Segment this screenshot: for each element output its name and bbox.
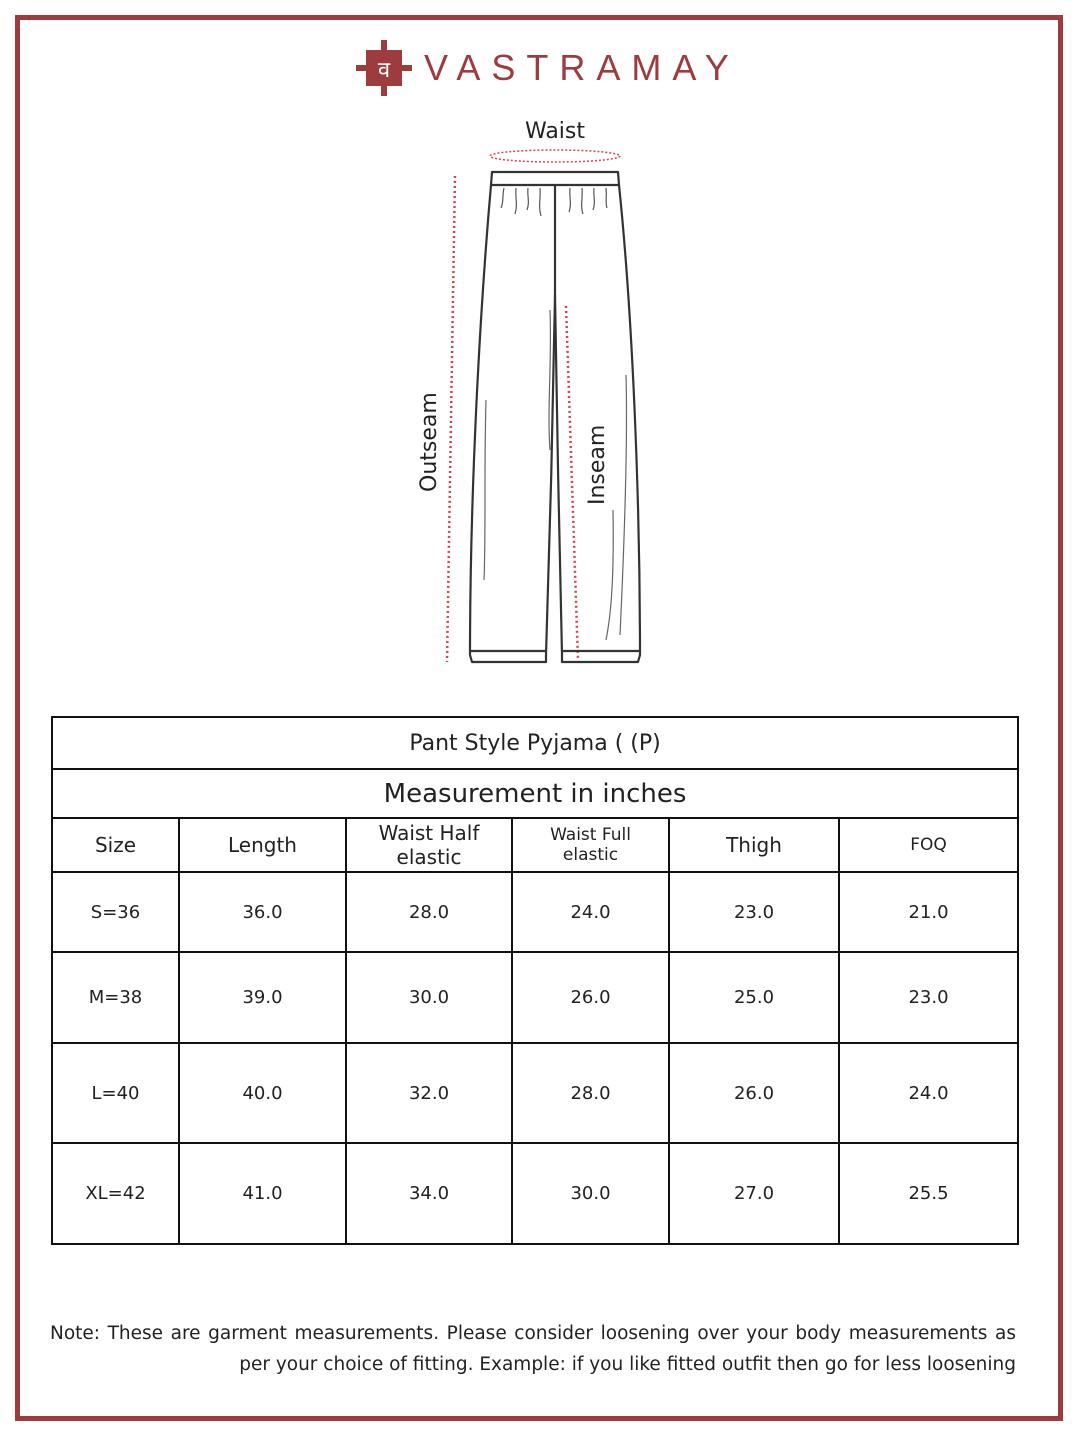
column-header-foq: FOQ — [839, 818, 1018, 872]
size-chart-table — [51, 716, 1019, 1245]
inseam-label: Inseam — [585, 424, 610, 505]
inseam-measure-line — [566, 306, 578, 660]
table-cell: 28.0 — [512, 1043, 669, 1143]
pant-illustration — [400, 110, 680, 690]
column-header-thigh: Thigh — [669, 818, 839, 872]
table-cell: 21.0 — [839, 872, 1018, 952]
table-cell: XL=42 — [52, 1143, 179, 1244]
table-cell: 24.0 — [839, 1043, 1018, 1143]
table-cell: 26.0 — [512, 952, 669, 1043]
column-header-waist-full — [512, 818, 669, 872]
pant-diagram — [400, 110, 680, 690]
table-row — [52, 1043, 1018, 1143]
table-cell: 23.0 — [669, 872, 839, 952]
table-cell: 24.0 — [512, 872, 669, 952]
column-header-length: Length — [179, 818, 346, 872]
table-cell: 39.0 — [179, 952, 346, 1043]
table-cell: 26.0 — [669, 1043, 839, 1143]
waist-label: Waist — [524, 119, 586, 144]
vastramay-logo-icon — [356, 40, 412, 96]
column-header-waist-half — [346, 818, 512, 872]
table-cell: 36.0 — [179, 872, 346, 952]
table-cell: 28.0 — [346, 872, 512, 952]
table-cell: L=40 — [52, 1043, 179, 1143]
table-cell: 25.0 — [669, 952, 839, 1043]
brand-name: VASTRAMAY — [424, 47, 740, 88]
table-cell: 30.0 — [346, 952, 512, 1043]
column-header-waist-half-label: Waist Half elastic — [378, 821, 480, 869]
measurement-note: Note: These are garment measurements. Please consider loosening over your body measurements as per your choice of fitting. Example: if you like fitted outfit then go for less loosening — [50, 1323, 1016, 1375]
table-title: Pant Style Pyjama ( (P) — [52, 717, 1018, 769]
table-cell: 27.0 — [669, 1143, 839, 1244]
table-cell: M=38 — [52, 952, 179, 1043]
table-cell: 41.0 — [179, 1143, 346, 1244]
table-cell: 30.0 — [512, 1143, 669, 1244]
table-cell: 23.0 — [839, 952, 1018, 1043]
table-row — [52, 1143, 1018, 1244]
table-cell: 25.5 — [839, 1143, 1018, 1244]
logo-glyph: व — [377, 58, 391, 83]
column-header-waist-full-label: Waist Full elastic — [550, 824, 631, 865]
pant-outline — [470, 172, 640, 662]
column-header-size: Size — [52, 818, 179, 872]
table-row — [52, 952, 1018, 1043]
table-row — [52, 872, 1018, 952]
table-subtitle: Measurement in inches — [52, 769, 1018, 818]
waist-measure-line — [490, 150, 620, 162]
table-title-row — [52, 717, 1018, 769]
table-header-row — [52, 818, 1018, 872]
table-cell: S=36 — [52, 872, 179, 952]
table-cell: 40.0 — [179, 1043, 346, 1143]
table-cell: 34.0 — [346, 1143, 512, 1244]
table-cell: 32.0 — [346, 1043, 512, 1143]
brand-header — [356, 40, 740, 96]
table-subtitle-row — [52, 769, 1018, 818]
outseam-label: Outseam — [417, 392, 442, 492]
outseam-measure-line — [447, 176, 455, 662]
